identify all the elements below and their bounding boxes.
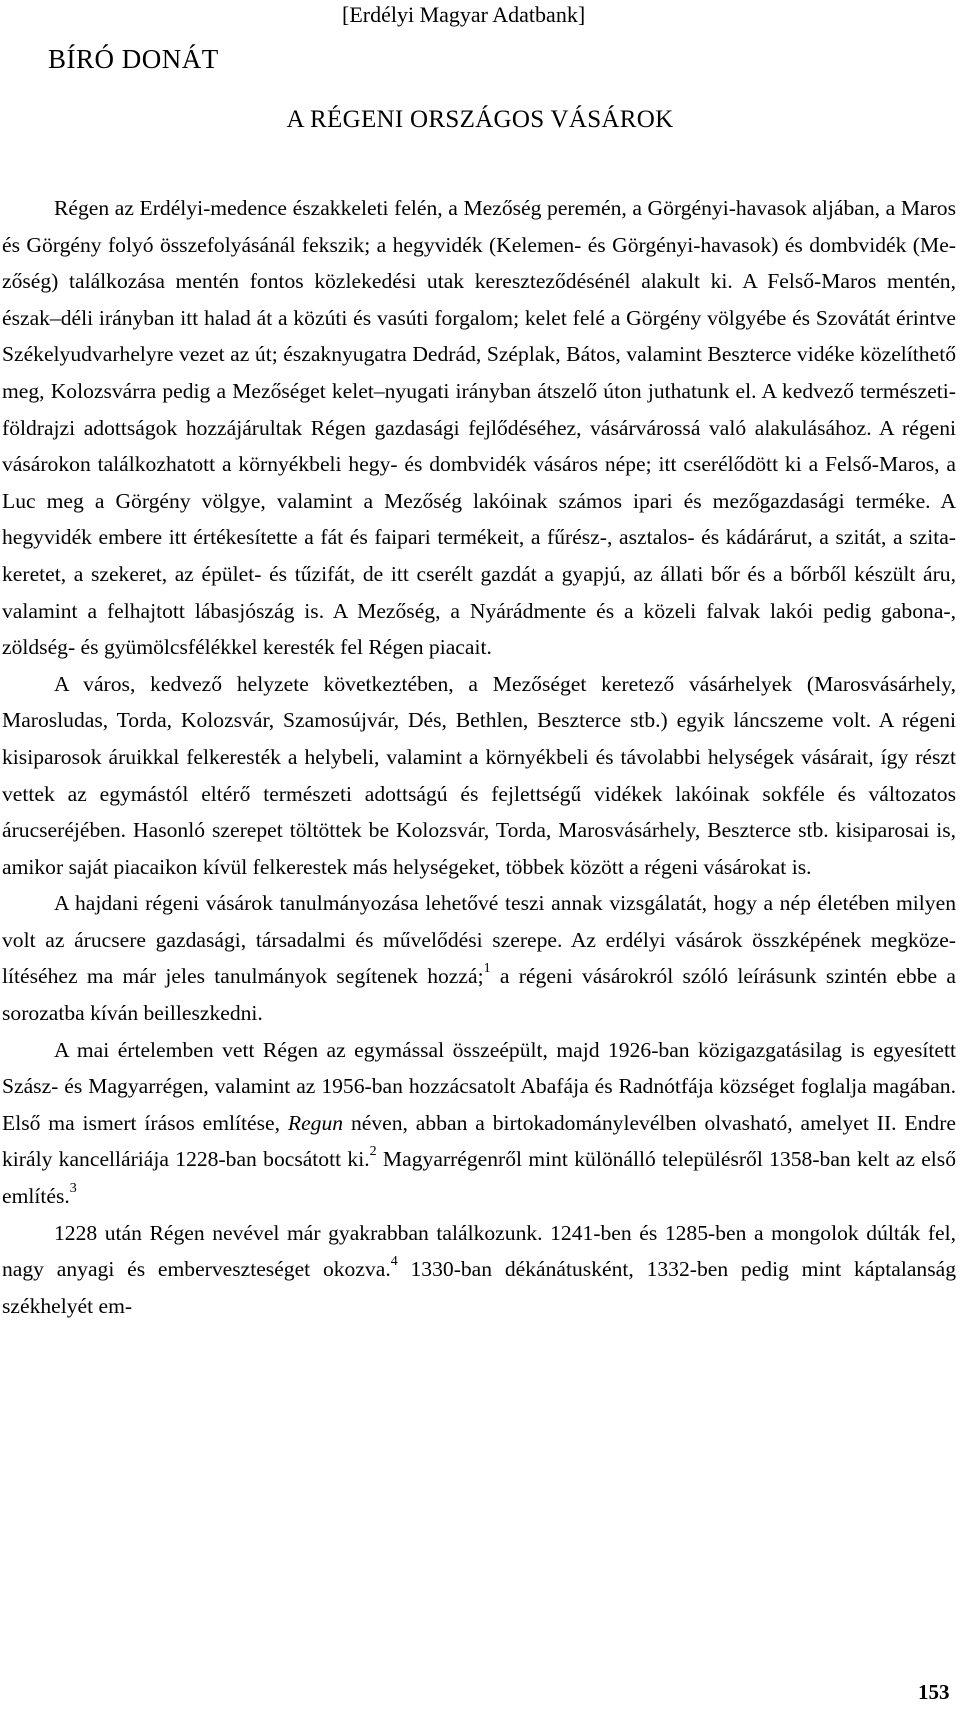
source-label: [Erdélyi Magyar Adatbank] (342, 2, 586, 27)
article-title: A RÉGENI ORSZÁGOS VÁSÁROK (286, 106, 674, 133)
footnote-ref-3: 3 (69, 1180, 77, 1196)
footnote-ref-4: 4 (390, 1254, 398, 1270)
paragraph-4-text-a: A mai értelemben vett Régen az egymással összeépült, majd 1926-ban közigazgatásilag is egyesített Szász- és Magyarrégen, valamint az 1956-ban hozzácsatolt Abafája és Radnótfája községet foglalja magában. Első ma ismert írásos említése, (2, 1037, 956, 1135)
paragraph-5-text-b: 1330-ban dékánátusként, 1332-ben pedig mint káptalanság székhelyét em- (2, 1257, 956, 1318)
paragraph-3-text-b: a régeni vásárokról szóló leírásunk szintén ebbe a sorozatba kíván beilleszkedni. (2, 964, 956, 1026)
regun-term: Regun (287, 1110, 344, 1135)
author-name: BÍRÓ DONÁT (48, 44, 219, 74)
paragraph-3 (2, 885, 956, 1031)
paragraph-3-text-a: A hajdani régeni vásárok tanulmányozása lehetővé teszi annak vizsgálatát, hogy a nép életében milyen volt az árucsere gazdasági, társadalmi és művelődési szerepe. Az erdélyi vásárok összképének megközelítéséhez ma már jeles tanulmányok segítenek hozzá; (2, 891, 956, 989)
paragraph-5-text-a: 1228 után Régen nevével már gyakrabban találkozunk. 1241-ben és 1285-ben a mongolok dúlták fel, nagy anyagi és emberveszteséget okozva. (2, 1220, 956, 1282)
page-number: 153 (918, 1680, 950, 1704)
paragraph-4-text-c: Magyarrégenről mint különálló településről 1358-ban kelt az első említés. (2, 1147, 956, 1209)
paragraph-5 (2, 1215, 956, 1325)
paragraph-4 (2, 1032, 956, 1215)
paragraph-4-text-b: néven, abban a birtokadománylevélben olvasható, amelyet II. Endre király kancelláriája 1228-ban bocsátott ki. (2, 1110, 956, 1172)
paragraph-1: Régen az Erdélyi-medence északkeleti felén, a Mezőség peremén, a Görgényi-havasok aljában, a Maros és Görgény folyó összefolyásánál fekszik; a hegyvidék (Kelemen- és Görgényi-havasok) és dombvidék (Mezőség) találkozása mentén fontos közlekedési utak kereszteződésénél alakult ki. A Felső-Maros mentén, észak–déli irányban itt halad át a közúti és vasúti forgalom; kelet felé a Görgény völgyébe és Szovátát érintve Székelyudvarhelyre vezet az út; északnyugatra Dedrád, Széplak, Bátos, valamint Beszterce vidéke közelíthető meg, Kolozsvárra pedig a Mezőséget kelet–nyugati irányban átszelő úton juthatunk el. A kedvező természeti-földrajzi adottságok hozzájárultak Régen gazdasági fejlődéséhez, vásárvárossá való alakulásához. A régeni vásárokon találkozhatott a környékbeli hegy- és dombvidék vásáros népe; itt cserélődött ki a Felső-Maros, a Luc meg a Görgény völgye, valamint a Mezőség lakóinak számos ipari és mezőgazdasági terméke. A hegyvidék embere itt értékesítette a fát és faipari termékeit, a fűrész-, asztalos- és kádárárut, a szitát, a szitakeretet, a szekeret, az épület- és tűzifát, de itt cserélt gazdát a gyapjú, az állati bőr és a bőrből készült áru, valamint a felhajtott lábasjószág is. A Mezőség, a Nyárádmente és a közeli falvak lakói pedig gabona-, zöldség- és gyümölcsfélékkel keresték fel Régen piacait. (2, 196, 956, 660)
footnote-ref-1: 1 (483, 961, 491, 977)
footnote-ref-2: 2 (369, 1144, 377, 1160)
article-body (2, 190, 956, 1324)
paragraph-2: A város, kedvező helyzete következtében, a Mezőséget keretező vásárhelyek (Marosvásárhely, Marosludas, Torda, Kolozsvár, Szamosújvár, Dés, Bethlen, Beszterce stb.) egyik láncszeme volt. A régeni kisiparosok áruikkal felkeresték a helybeli, valamint a környékbeli és távolabbi helységek vásárait, így részt vettek az egymástól eltérő természeti adottságú és fejlettségű vidékek lakóinak sokféle és változatos árucseréjében. Hasonló szerepet töltöttek be Kolozsvár, Torda, Marosvásárhely, Beszterce stb. kisiparosai is, amikor saját piacaikon kívül felkerestek más helységeket, többek között a régeni vásárokat is. (2, 671, 956, 879)
